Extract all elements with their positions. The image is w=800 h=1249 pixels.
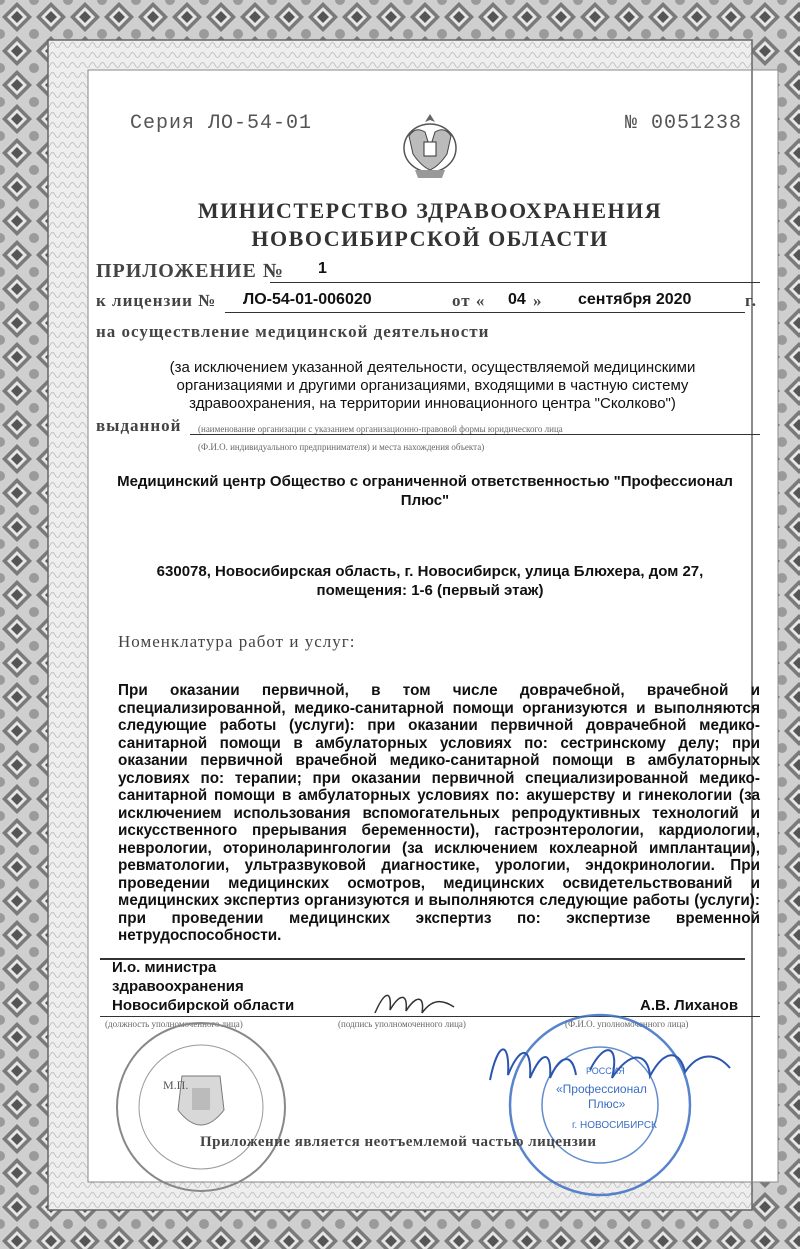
appendix-underline	[270, 282, 760, 283]
company-stamp-name-1: «Профессионал	[556, 1082, 647, 1096]
signer-position-line2: здравоохранения	[112, 978, 244, 995]
company-stamp-city: г. НОВОСИБИРСК	[572, 1120, 657, 1131]
coat-of-arms-icon	[395, 108, 465, 184]
license-underline	[225, 312, 745, 313]
license-label: к лицензии №	[96, 291, 217, 310]
signer-name: А.В. Лиханов	[640, 997, 739, 1014]
license-series: Серия ЛО-54-01	[130, 112, 313, 135]
activity-label: на осуществление медицинской деятельности	[96, 322, 490, 341]
company-stamp-country: РОССИЯ	[586, 1066, 625, 1076]
official-signature	[370, 985, 460, 1025]
date-month-year: сентября 2020	[578, 291, 692, 308]
date-year-suffix: г.	[745, 291, 758, 310]
organization-name: Медицинский центр Общество с ограниченной ответственностью "Профессионал Плюс"	[117, 473, 733, 509]
organization-address: 630078, Новосибирская область, г. Новосибирск, улица Блюхера, дом 27, помещения: 1-6 (первый этаж)	[156, 563, 704, 599]
footer-note: Приложение является неотъемлемой частью лицензии	[200, 1134, 597, 1150]
company-stamp-name-2: Плюс»	[588, 1097, 626, 1111]
signer-position-line3: Новосибирской области	[112, 997, 295, 1014]
date-close-quote: »	[533, 291, 543, 310]
appendix-number: 1	[318, 260, 327, 277]
issued-hint-2: (Ф.И.О. индивидуального предпринимателя) и места нахождения объекта)	[198, 442, 485, 452]
nomenclature-label: Номенклатура работ и услуг:	[118, 632, 356, 651]
date-from-label: от «	[452, 291, 486, 310]
license-ref-number: ЛО-54-01-006020	[243, 291, 372, 308]
license-number: № 0051238	[625, 112, 743, 135]
appendix-label: ПРИЛОЖЕНИЕ №	[96, 260, 284, 282]
ministry-title-line2: НОВОСИБИРСКОЙ ОБЛАСТИ	[251, 226, 609, 251]
issued-hint-1: (наименование организации с указанием организационно-правовой формы юридического лица	[198, 424, 563, 434]
hint-signature: (подпись уполномоченного лица)	[338, 1019, 466, 1029]
hint-position: (должность уполномоченного лица)	[105, 1019, 243, 1029]
activity-note: (за исключением указанной деятельности, осуществляемой медицинскими организациями и другими организациями, входящими в частную систему здравоохранения, на территории инновационного центра "Сколково")	[169, 359, 696, 412]
issued-label: выданной	[96, 416, 182, 435]
ministry-title-line1: МИНИСТЕРСТВО ЗДРАВООХРАНЕНИЯ	[197, 198, 663, 223]
issued-underline	[190, 434, 760, 435]
stamp-place-mark: М.П.	[163, 1078, 189, 1092]
nomenclature-text: При оказании первичной, в том числе доврачебной, врачебной и специализированной, медико-санитарной помощи организуются и выполняются следующие работы (услуги): при оказании первичной доврачебной медико-санитарной помощи в амбулаторных условиях по: сестринскому делу; при оказании первичной врачебной медико-санитарной помощи в амбулаторных условиях по: терапии; при оказании первичной специализированной медико-санитарной помощи в амбулаторных условиях по: акушерству и гинекологии (за исключением использования вспомогательных репродуктивных технологий и искусственного прерывания беременности), гастроэнтерологии, кардиологии, неврологии, оториноларингологии (за исключением кохлеарной имплантации), ревматологии, ультразвуковой диагностике, урологии, эндокринологии. При проведении медицинских осмотров, медицинских освидетельствований и медицинских экспертиз организуются и выполняются следующие работы (услуги): при проведении медицинских экспертиз по: экспертизе временной нетрудоспособности.	[118, 682, 760, 944]
company-signature	[480, 1020, 750, 1100]
hint-name: (Ф.И.О. уполномоченного лица)	[565, 1019, 689, 1029]
ministry-stamp	[112, 1018, 290, 1196]
signer-position-line1: И.о. министра	[112, 959, 217, 976]
date-day: 04	[508, 291, 526, 308]
